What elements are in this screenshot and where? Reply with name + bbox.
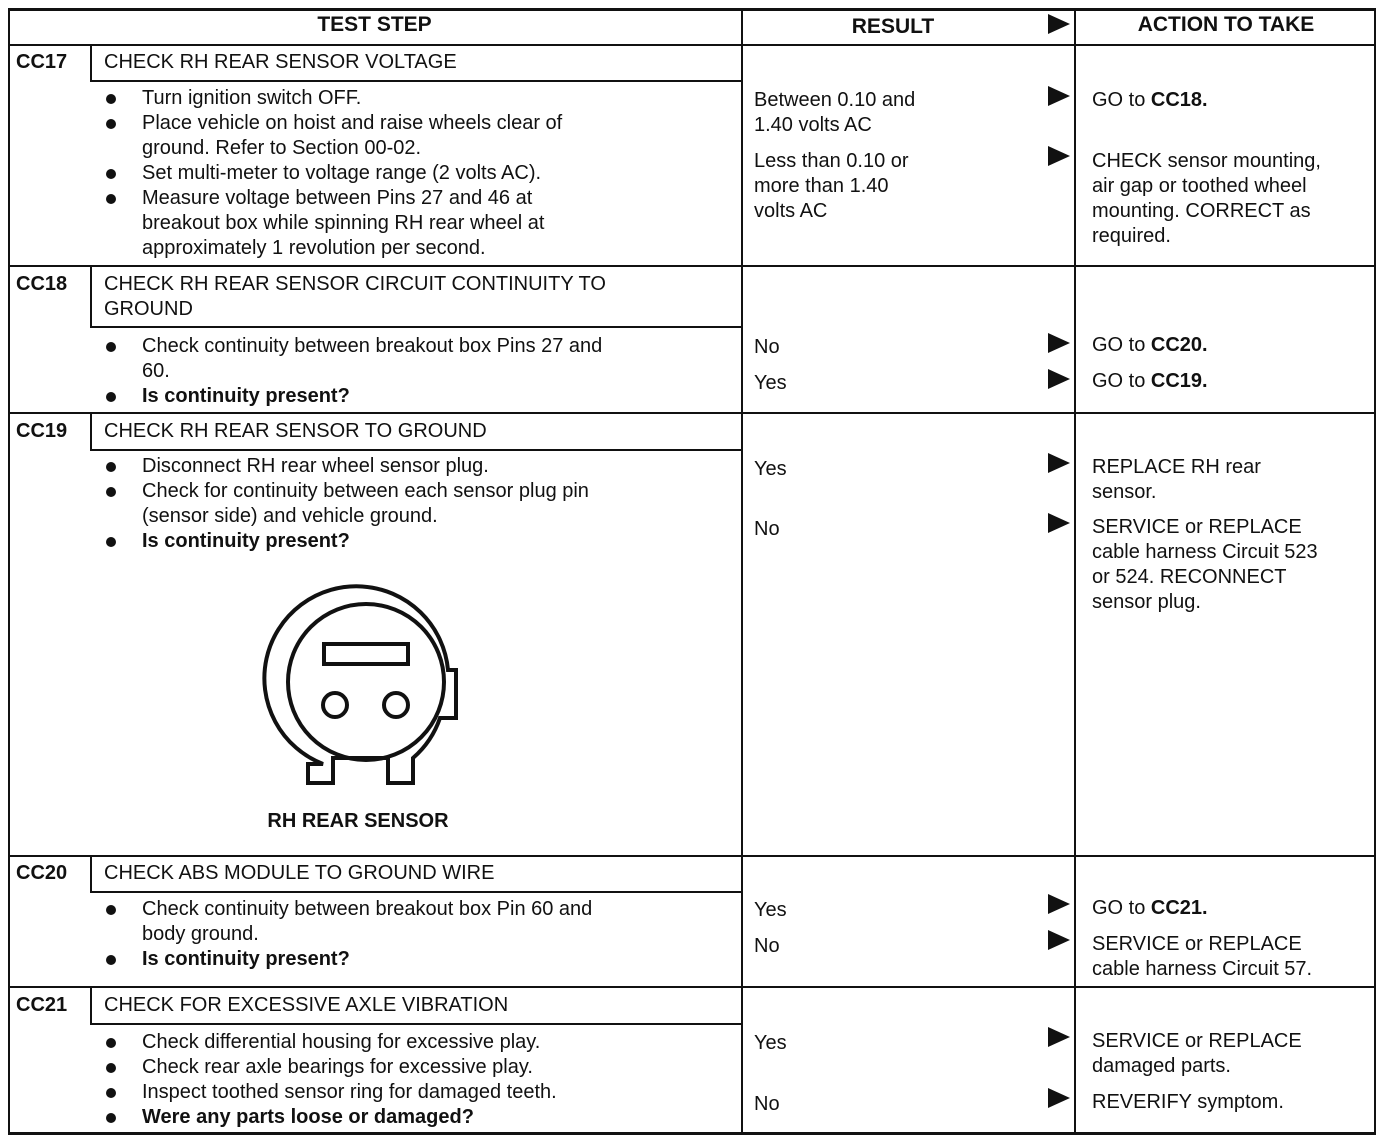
bullet-icon bbox=[106, 94, 116, 104]
title-underline bbox=[90, 449, 741, 451]
action-text: sensor. bbox=[1092, 481, 1157, 503]
bullet-icon bbox=[106, 342, 116, 352]
step-id: CC18 bbox=[16, 273, 68, 295]
step-line: Set multi-meter to voltage range (2 volts AC). bbox=[142, 162, 542, 184]
step-line: Is continuity present? bbox=[142, 948, 350, 970]
arrow-icon bbox=[1048, 930, 1070, 950]
arrow-icon bbox=[1048, 146, 1070, 166]
header-result: RESULT bbox=[851, 15, 935, 38]
step-line: Turn ignition switch OFF. bbox=[142, 87, 362, 109]
step-line: Check rear axle bearings for excessive play. bbox=[142, 1056, 533, 1078]
step-id: CC17 bbox=[16, 51, 68, 73]
bullet-icon bbox=[106, 955, 116, 965]
bullet-icon bbox=[106, 487, 116, 497]
step-id: CC19 bbox=[16, 420, 68, 442]
id-divider bbox=[90, 856, 92, 892]
table-border-right bbox=[1374, 8, 1376, 1135]
action-text: or 524. RECONNECT bbox=[1092, 566, 1287, 588]
table-border-bottom bbox=[8, 1132, 1376, 1135]
step-line: Disconnect RH rear wheel sensor plug. bbox=[142, 455, 489, 477]
row-divider bbox=[8, 412, 1376, 414]
result-text: No bbox=[754, 336, 780, 358]
figure-caption: RH REAR SENSOR bbox=[267, 810, 449, 832]
bullet-icon bbox=[106, 905, 116, 915]
rh-rear-sensor-diagram bbox=[258, 578, 478, 798]
arrow-icon bbox=[1048, 1088, 1070, 1108]
action-text: GO to CC20. bbox=[1092, 334, 1208, 356]
bullet-icon bbox=[106, 1063, 116, 1073]
step-line: breakout box while spinning RH rear wheel at bbox=[142, 212, 545, 234]
bullet-icon bbox=[106, 462, 116, 472]
action-text: SERVICE or REPLACE bbox=[1092, 516, 1302, 538]
result-text: Yes bbox=[754, 372, 787, 394]
action-text: air gap or toothed wheel bbox=[1092, 175, 1307, 197]
result-text: Between 0.10 and bbox=[754, 89, 916, 111]
row-divider bbox=[8, 855, 1376, 857]
arrow-icon bbox=[1048, 894, 1070, 914]
bullet-icon bbox=[106, 1113, 116, 1123]
result-text: more than 1.40 bbox=[754, 175, 889, 197]
sensor-pin-left bbox=[323, 693, 347, 717]
row-divider bbox=[8, 265, 1376, 267]
result-text: Yes bbox=[754, 899, 787, 921]
step-id: CC20 bbox=[16, 862, 68, 884]
sensor-outer-outline bbox=[264, 586, 456, 783]
sensor-slot bbox=[324, 644, 408, 664]
action-text: sensor plug. bbox=[1092, 591, 1201, 613]
step-line: Check differential housing for excessive play. bbox=[142, 1031, 541, 1053]
step-line: Check continuity between breakout box Pins 27 and bbox=[142, 335, 603, 357]
step-line: 60. bbox=[142, 360, 170, 382]
step-line: Inspect toothed sensor ring for damaged teeth. bbox=[142, 1081, 557, 1103]
arrow-icon bbox=[1048, 369, 1070, 389]
action-text: damaged parts. bbox=[1092, 1055, 1231, 1077]
step-title: CHECK RH REAR SENSOR TO GROUND bbox=[104, 420, 487, 442]
step-line: Is continuity present? bbox=[142, 530, 350, 552]
id-divider bbox=[90, 987, 92, 1024]
bullet-icon bbox=[106, 1088, 116, 1098]
step-title: GROUND bbox=[104, 298, 193, 320]
step-line: Is continuity present? bbox=[142, 385, 350, 407]
action-text: mounting. CORRECT as bbox=[1092, 200, 1311, 222]
action-text: CHECK sensor mounting, bbox=[1092, 150, 1321, 172]
sensor-pin-right bbox=[384, 693, 408, 717]
bullet-icon bbox=[106, 194, 116, 204]
arrow-icon bbox=[1048, 86, 1070, 106]
table-border-top bbox=[8, 8, 1376, 11]
action-text: SERVICE or REPLACE bbox=[1092, 933, 1302, 955]
id-divider bbox=[90, 413, 92, 450]
title-underline bbox=[90, 1023, 741, 1025]
step-line: Check for continuity between each sensor plug pin bbox=[142, 480, 589, 502]
title-underline bbox=[90, 891, 741, 893]
step-title: CHECK FOR EXCESSIVE AXLE VIBRATION bbox=[104, 994, 509, 1016]
bullet-icon bbox=[106, 1038, 116, 1048]
step-line: Check continuity between breakout box Pin 60 and bbox=[142, 898, 593, 920]
arrow-icon bbox=[1048, 333, 1070, 353]
action-text: cable harness Circuit 523 bbox=[1092, 541, 1318, 563]
bullet-icon bbox=[106, 119, 116, 129]
row-divider bbox=[8, 986, 1376, 988]
title-underline bbox=[90, 326, 741, 328]
step-id: CC21 bbox=[16, 994, 68, 1016]
diagnostic-table bbox=[8, 8, 1376, 1135]
bullet-icon bbox=[106, 537, 116, 547]
step-line: (sensor side) and vehicle ground. bbox=[142, 505, 438, 527]
step-line: ground. Refer to Section 00-02. bbox=[142, 137, 422, 159]
result-text: Less than 0.10 or bbox=[754, 150, 909, 172]
result-text: 1.40 volts AC bbox=[754, 114, 872, 136]
step-line: Place vehicle on hoist and raise wheels clear of bbox=[142, 112, 563, 134]
step-title: CHECK ABS MODULE TO GROUND WIRE bbox=[104, 862, 495, 884]
action-text: GO to CC19. bbox=[1092, 370, 1208, 392]
header-test-step: TEST STEP bbox=[317, 13, 432, 36]
header-action: ACTION TO TAKE bbox=[1137, 13, 1315, 36]
step-title: CHECK RH REAR SENSOR VOLTAGE bbox=[104, 51, 457, 73]
bullet-icon bbox=[106, 169, 116, 179]
step-line: approximately 1 revolution per second. bbox=[142, 237, 486, 259]
column-divider-action bbox=[1074, 8, 1076, 1135]
id-divider bbox=[90, 266, 92, 328]
column-divider-result bbox=[741, 8, 743, 1135]
id-divider bbox=[90, 44, 92, 81]
bullet-icon bbox=[106, 392, 116, 402]
result-text: volts AC bbox=[754, 200, 828, 222]
result-text: No bbox=[754, 518, 780, 540]
result-text: No bbox=[754, 1093, 780, 1115]
table-border-left bbox=[8, 8, 10, 1135]
action-text: REPLACE RH rear bbox=[1092, 456, 1261, 478]
sensor-inner-ring bbox=[288, 604, 444, 760]
arrow-icon bbox=[1048, 453, 1070, 473]
step-line: Measure voltage between Pins 27 and 46 at bbox=[142, 187, 533, 209]
arrow-icon bbox=[1048, 1027, 1070, 1047]
action-text: GO to CC18. bbox=[1092, 89, 1208, 111]
arrow-icon bbox=[1048, 513, 1070, 533]
step-line: body ground. bbox=[142, 923, 259, 945]
action-text: GO to CC21. bbox=[1092, 897, 1208, 919]
step-line: Were any parts loose or damaged? bbox=[142, 1106, 474, 1128]
header-divider bbox=[8, 44, 1376, 46]
result-text: Yes bbox=[754, 458, 787, 480]
result-text: Yes bbox=[754, 1032, 787, 1054]
header-arrow-icon bbox=[1048, 14, 1070, 34]
action-text: required. bbox=[1092, 225, 1171, 247]
action-text: REVERIFY symptom. bbox=[1092, 1091, 1284, 1113]
step-title: CHECK RH REAR SENSOR CIRCUIT CONTINUITY TO bbox=[104, 273, 606, 295]
action-text: cable harness Circuit 57. bbox=[1092, 958, 1313, 980]
title-underline bbox=[90, 80, 741, 82]
result-text: No bbox=[754, 935, 780, 957]
action-text: SERVICE or REPLACE bbox=[1092, 1030, 1302, 1052]
